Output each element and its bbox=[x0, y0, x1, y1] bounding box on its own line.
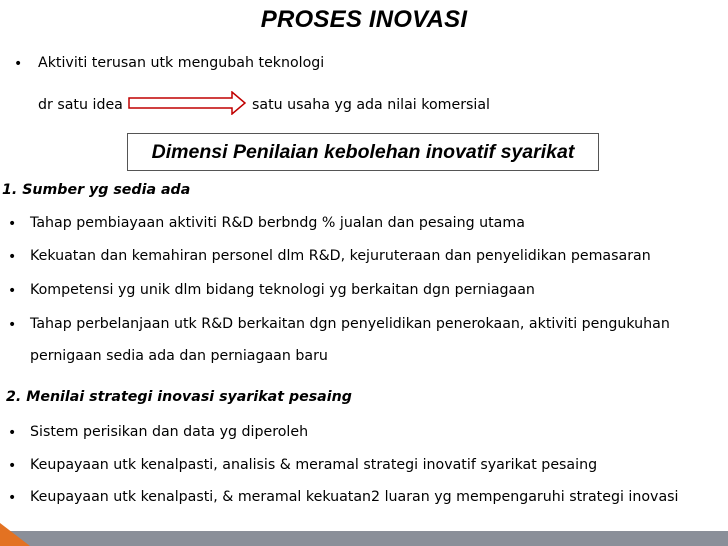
section1-item-continuation: pernigaan sedia ada dan perniagaan baru bbox=[30, 348, 328, 364]
section2-item: Keupayaan utk kenalpasti, analisis & meramal strategi inovatif syarikat pesaing bbox=[30, 457, 598, 473]
bullet-dot: • bbox=[8, 490, 17, 506]
footer-accent bbox=[0, 523, 30, 546]
flow-to-text: satu usaha yg ada nilai komersial bbox=[252, 97, 491, 113]
right-arrow-icon bbox=[128, 91, 246, 115]
section2-item: Keupayaan utk kenalpasti, & meramal kekuatan2 luaran yg mempengaruhi strategi inovasi bbox=[30, 489, 679, 505]
bullet-dot: • bbox=[8, 249, 17, 265]
section1-item: Tahap perbelanjaan utk R&D berkaitan dgn penyelidikan penerokaan, aktiviti pengukuhan bbox=[30, 316, 670, 332]
bullet-dot: • bbox=[8, 425, 17, 441]
bullet-dot: • bbox=[8, 283, 17, 299]
bullet-dot: • bbox=[8, 317, 17, 333]
bullet-dot: • bbox=[8, 216, 17, 232]
bullet-dot: • bbox=[8, 458, 17, 474]
flow-from-text: dr satu idea bbox=[38, 97, 123, 113]
footer-bar bbox=[0, 531, 728, 546]
dimension-title: Dimensi Penilaian kebolehan inovatif syarikat bbox=[151, 141, 575, 163]
bullet-dot: • bbox=[14, 56, 23, 72]
section1-item: Tahap pembiayaan aktiviti R&D berbndg % jualan dan pesaing utama bbox=[30, 215, 525, 231]
section2-heading: 2. Menilai strategi inovasi syarikat pesaing bbox=[6, 389, 352, 405]
section1-item: Kekuatan dan kemahiran personel dlm R&D, kejuruteraan dan penyelidikan pemasaran bbox=[30, 248, 651, 264]
slide-title: PROSES INOVASI bbox=[260, 6, 468, 33]
intro-bullet-text: Aktiviti terusan utk mengubah teknologi bbox=[38, 55, 325, 71]
section1-heading: 1. Sumber yg sedia ada bbox=[2, 182, 191, 198]
section1-item: Kompetensi yg unik dlm bidang teknologi yg berkaitan dgn perniagaan bbox=[30, 282, 535, 298]
section2-item: Sistem perisikan dan data yg diperoleh bbox=[30, 424, 309, 440]
